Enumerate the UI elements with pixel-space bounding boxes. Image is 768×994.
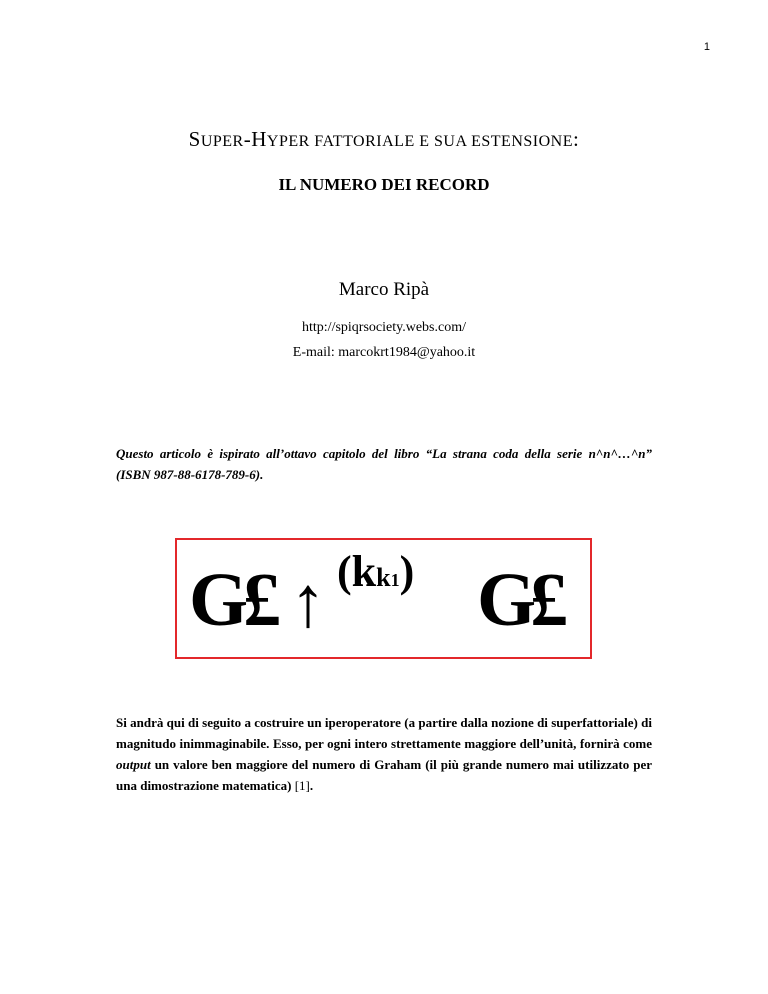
title-rest-2: YPER FATTORIALE E SUA ESTENSIONE (266, 133, 573, 150)
formula-pound-left: £ (243, 558, 281, 642)
formula-subsub-1: 1 (390, 570, 400, 590)
formula-g-left: G (189, 558, 249, 642)
title-rest-1: UPER (200, 133, 244, 150)
author-website[interactable]: http://spiqrsociety.webs.com/ (302, 320, 466, 335)
body-text-1: Si andrà qui di seguito a costruire un iperoperatore (a partire dalla nozione di superfattoriale) di magnitudo inimmaginabile. Esso, per ogni intero strettamente maggiore dell’unità, fornirà come (116, 715, 652, 751)
citation-ref[interactable]: [1] (294, 778, 310, 793)
formula-k: k (351, 547, 377, 596)
intro-paragraph (116, 443, 652, 485)
title-hyphen: - (243, 127, 252, 151)
paper-title (0, 127, 768, 152)
body-text-2: un valore ben maggiore del numero di Graham (il più grande numero mai utilizzato per una dimostrazione matematica) (116, 757, 652, 793)
body-emphasis: output (116, 757, 151, 772)
author-name: Marco Ripà (338, 279, 430, 300)
intro-line-1: Questo articolo è ispirato all’ottavo capitolo del libro “La strana coda della serie n^n^…^n” (116, 446, 652, 461)
author-email[interactable]: E-mail: marcokrt1984@yahoo.it (292, 345, 476, 360)
formula-pound-right: £ (530, 558, 568, 642)
formula-g-right: G (477, 558, 537, 642)
formula-close-paren: ) (399, 547, 415, 596)
page-number: 1 (703, 41, 710, 53)
paper-subtitle: IL NUMERO DEI RECORD (278, 175, 490, 194)
formula (187, 547, 584, 644)
formula-box (175, 538, 592, 659)
title-cap-h: H (251, 127, 267, 151)
title-cap-s: S (188, 127, 201, 151)
formula-sub-k: k (376, 563, 391, 592)
body-paragraph (116, 712, 652, 796)
title-colon: : (573, 127, 580, 151)
formula-exponent (337, 547, 415, 602)
formula-open-paren: ( (337, 547, 352, 596)
body-end: . (309, 778, 314, 793)
intro-line-2: (ISBN 987-88-6178-789-6). (116, 467, 264, 482)
formula-up-arrow: ↑ (290, 562, 326, 642)
